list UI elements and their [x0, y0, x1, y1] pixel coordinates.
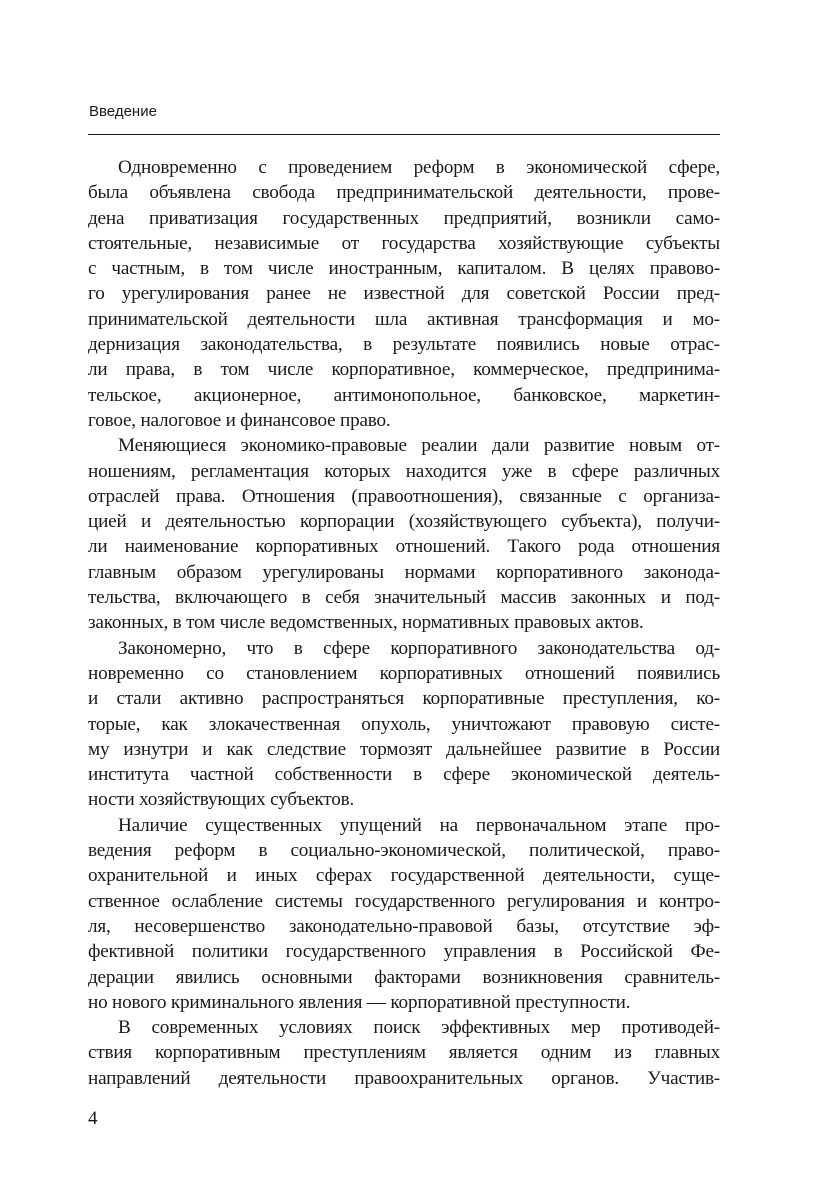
- body-text: [88, 155, 720, 1091]
- text-line: Одновременно с проведением реформ в экономической сфере,: [118, 157, 720, 178]
- text-line: тельства, включающего в себя значительный массив законных и под-: [88, 587, 720, 609]
- text-line: ля, несовершенство законодательно-правовой базы, отсутствие эф-: [88, 915, 720, 937]
- running-head-title: Введение: [89, 103, 157, 120]
- text-line: принимательской деятельности шла активная трансформация и мо-: [88, 308, 720, 330]
- text-line: му изнутри и как следствие тормозят дальнейшее развитие в России: [88, 738, 720, 760]
- text-line: но нового криминального явления — корпоративной преступности.: [88, 991, 631, 1013]
- paragraph: [88, 813, 720, 1015]
- text-line: Наличие существенных упущений на первоначальном этапе про-: [118, 814, 720, 836]
- text-line: тельское, акционерное, антимонопольное, банковское, маркетин-: [88, 384, 720, 406]
- text-line: была объявлена свобода предпринимательской деятельности, прове-: [88, 182, 720, 204]
- text-line: цией и деятельностью корпорации (хозяйствующего субъекта), получи-: [88, 511, 720, 533]
- text-line: фективной политики государственного управления в Российской Фе-: [88, 941, 720, 963]
- text-line: Меняющиеся экономико-правовые реалии дали развитие новым от-: [118, 435, 720, 457]
- text-line: ли наименование корпоративных отношений. Такого рода отношения: [88, 536, 720, 558]
- page-number: 4: [88, 1108, 98, 1129]
- text-line: направлений деятельности правоохранительных органов. Участив-: [88, 1067, 720, 1089]
- text-line: института частной собственности в сфере экономической деятель-: [88, 764, 720, 786]
- text-line: ствия корпоративным преступлениям является одним из главных: [88, 1042, 720, 1064]
- text-line: ведения реформ в социально-экономической, политической, право-: [88, 840, 720, 862]
- header-divider: [88, 134, 720, 135]
- text-line: ношениям, регламентация которых находится уже в сфере различных: [88, 460, 720, 482]
- text-line: торые, как злокачественная опухоль, уничтожают правовую систе-: [88, 713, 720, 735]
- text-line: ственное ослабление системы государственного регулирования и контро-: [88, 890, 720, 912]
- text-line: и стали активно распространяться корпоративные преступления, ко-: [88, 688, 720, 710]
- text-line: ности хозяйствующих субъектов.: [88, 789, 355, 811]
- text-line: дернизация законодательства, в результате появились новые отрас-: [88, 334, 720, 356]
- text-line: стоятельные, независимые от государства хозяйствующие субъекты: [88, 232, 720, 254]
- text-line: с частным, в том числе иностранным, капиталом. В целях правово-: [88, 258, 720, 280]
- text-line: го урегулирования ранее не известной для советской России пред-: [88, 283, 720, 305]
- text-line: главным образом урегулированы нормами корпоративного законода-: [88, 561, 720, 583]
- text-line: законных, в том числе ведомственных, нормативных правовых актов.: [88, 612, 644, 634]
- text-line: дена приватизация государственных предприятий, возникли само-: [88, 207, 720, 229]
- text-line: В современных условиях поиск эффективных мер противодей-: [118, 1017, 720, 1039]
- paragraph: [88, 1015, 720, 1091]
- text-line: отраслей права. Отношения (правоотношения), связанные с организа-: [88, 485, 720, 507]
- text-line: говое, налоговое и финансовое право.: [88, 409, 391, 431]
- text-line: ли права, в том числе корпоративное, коммерческое, предпринима-: [88, 359, 720, 381]
- text-line: дерации явились основными факторами возникновения сравнитель-: [88, 966, 720, 988]
- text-line: новременно со становлением корпоративных отношений появились: [88, 662, 720, 684]
- paragraph: [88, 155, 720, 433]
- paragraph: [88, 636, 720, 813]
- paragraph: [88, 433, 720, 635]
- text-line: охранительной и иных сферах государственной деятельности, суще-: [88, 865, 720, 887]
- text-line: Закономерно, что в сфере корпоративного законодательства од-: [118, 637, 720, 659]
